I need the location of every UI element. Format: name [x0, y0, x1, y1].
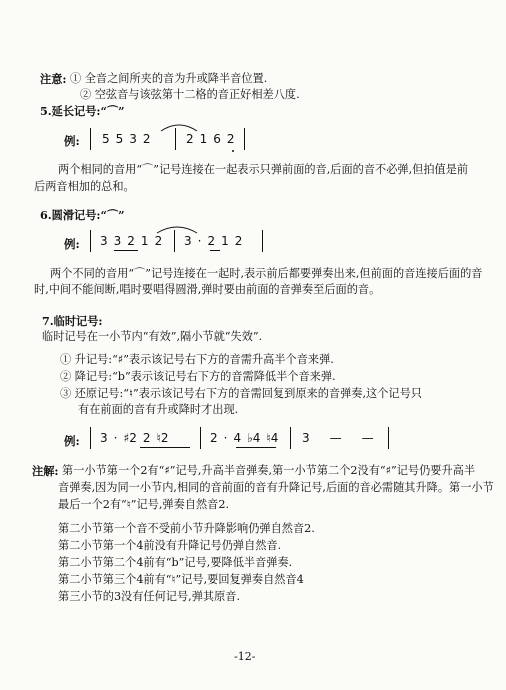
note: 2: [142, 431, 151, 445]
sec7-barline: [290, 427, 291, 449]
note-item-1: ① 全音之间所夹的音为升或降半音位置.: [70, 72, 268, 85]
sec7-item-3b: 有在前面的音有升或降时才出现.: [78, 403, 239, 416]
explain-line-6: 第二小节第二个4前有“b”记号,要降低半音弹奏.: [58, 556, 293, 569]
note: 2: [186, 132, 194, 146]
low-octave-dot: [232, 150, 234, 152]
note: —: [361, 431, 374, 445]
note: 3: [184, 234, 192, 248]
note: ♮2: [156, 431, 169, 445]
note: 3: [100, 234, 108, 248]
sec7-subtitle: 临时记号在一小节内“有效”,隔小节就“失效”.: [42, 330, 263, 343]
note: 3: [129, 132, 137, 146]
note: 3: [100, 431, 108, 445]
explain-line-8: 第三小节的3没有任何记号,弹其原音.: [58, 590, 241, 603]
note: ♮4: [266, 431, 279, 445]
note: 3: [113, 234, 122, 248]
sec5-desc-2: 后两音相加的总和。: [34, 180, 135, 193]
note: 2: [142, 132, 151, 146]
note: 2: [226, 132, 235, 146]
note: 4: [233, 431, 242, 445]
note: ♯2: [123, 431, 137, 445]
note-label: 注意:: [40, 72, 67, 86]
sec7-notes-measure-3: [302, 431, 380, 445]
sec6-barline: [262, 230, 263, 252]
sec6-notes-measure-1: [100, 234, 168, 248]
note: 5: [115, 132, 124, 146]
sec7-item-3a: ③ 还原记号:“♮”表示该记号右下方的音需回复到原来的音弹奏,这个记号只: [60, 387, 422, 400]
sec5-barline: [244, 128, 245, 150]
note: ·: [197, 234, 202, 248]
note: 5: [102, 132, 110, 146]
sec6-desc-1: 两个不同的音用“⌒”记号连接在一起时,表示前后都要弹奏出来,但前面的音连接后面的音: [50, 267, 483, 280]
tie-mark: [160, 122, 198, 132]
sec7-title: 7.临时记号:: [42, 314, 103, 328]
note: 1: [199, 132, 208, 146]
slur-mark: [156, 224, 198, 234]
note: 2: [207, 234, 216, 248]
sec6-notes-measure-2: [184, 234, 248, 248]
note: ♭4: [247, 431, 261, 445]
sec6-title: 6.圆滑记号:“⌒”: [40, 208, 125, 222]
sec6-barline: [90, 230, 91, 252]
sec7-barline: [200, 427, 201, 449]
note: 1: [221, 234, 229, 248]
explain-line-2: 音弹奏,因为同一小节内,相同的音前面的音有升降记号,后面的音必需随其升降。第一小节: [58, 481, 494, 494]
sec6-example-label: 例:: [64, 237, 80, 251]
note: 2: [127, 234, 135, 248]
note: ·: [223, 431, 228, 445]
explain-label: 注解:: [32, 464, 59, 478]
explain-line-1: 第一小节第一个2有“♯”记号,升高半音弹奏,第一小节第二个2没有“♯”记号仍要升高半: [62, 464, 476, 477]
note: 2: [210, 431, 218, 445]
note: 1: [140, 234, 149, 248]
sec5-notes-measure-2: [186, 132, 241, 146]
sec5-notes-measure-1: [102, 132, 157, 146]
sec7-notes-measure-2: [210, 431, 284, 445]
sec6-desc-2: 时,中间不能间断,唱时要唱得圆滑,弹时要由前面的音弹奏至后面的音。: [34, 283, 381, 296]
sec7-barline: [388, 427, 389, 449]
sec5-title: 5.延长记号:“⌒”: [40, 104, 125, 118]
eighth-underline: [140, 447, 190, 448]
explain-line-5: 第二小节第一个4前没有升降记号仍弹自然音.: [58, 539, 282, 552]
sec5-example-label: 例:: [64, 134, 80, 148]
eighth-underline: [236, 447, 276, 448]
eighth-underline: [114, 250, 138, 251]
note-item-2: ② 空弦音与该弦第十二格的音正好相差八度.: [80, 88, 300, 101]
sec7-notes-measure-1: [100, 431, 175, 445]
sec5-barline: [90, 128, 91, 150]
sec7-barline: [90, 427, 91, 449]
note: 6: [213, 132, 221, 146]
note: ·: [113, 431, 118, 445]
sec7-item-1: ① 升记号:“♯”表示该记号右下方的音需升高半个音来弹.: [60, 353, 334, 366]
sec7-item-2: ② 降记号:“b”表示该记号右下方的音需降低半个音来弹.: [60, 370, 336, 383]
page-number: -12-: [234, 650, 256, 663]
note: —: [329, 431, 342, 445]
sec7-example-label: 例:: [64, 434, 80, 448]
explain-line-4: 第二小节第一个音不受前小节升降影响仍弹自然音2.: [58, 522, 315, 535]
explain-line-3: 最后一个2有“♮”记号,弹奏自然音2.: [58, 498, 230, 511]
note: 2: [234, 234, 243, 248]
note: 2: [154, 234, 163, 248]
eighth-underline: [210, 250, 220, 251]
sec5-desc-1: 两个相同的音用“⌒”记号连接在一起表示只弹前面的音,后面的音不必弹,但拍值是前: [58, 163, 469, 176]
explain-line-7: 第二小节第三个4前有“♮”记号,要回复弹奏自然音4: [58, 573, 304, 586]
note: 3: [302, 431, 310, 445]
